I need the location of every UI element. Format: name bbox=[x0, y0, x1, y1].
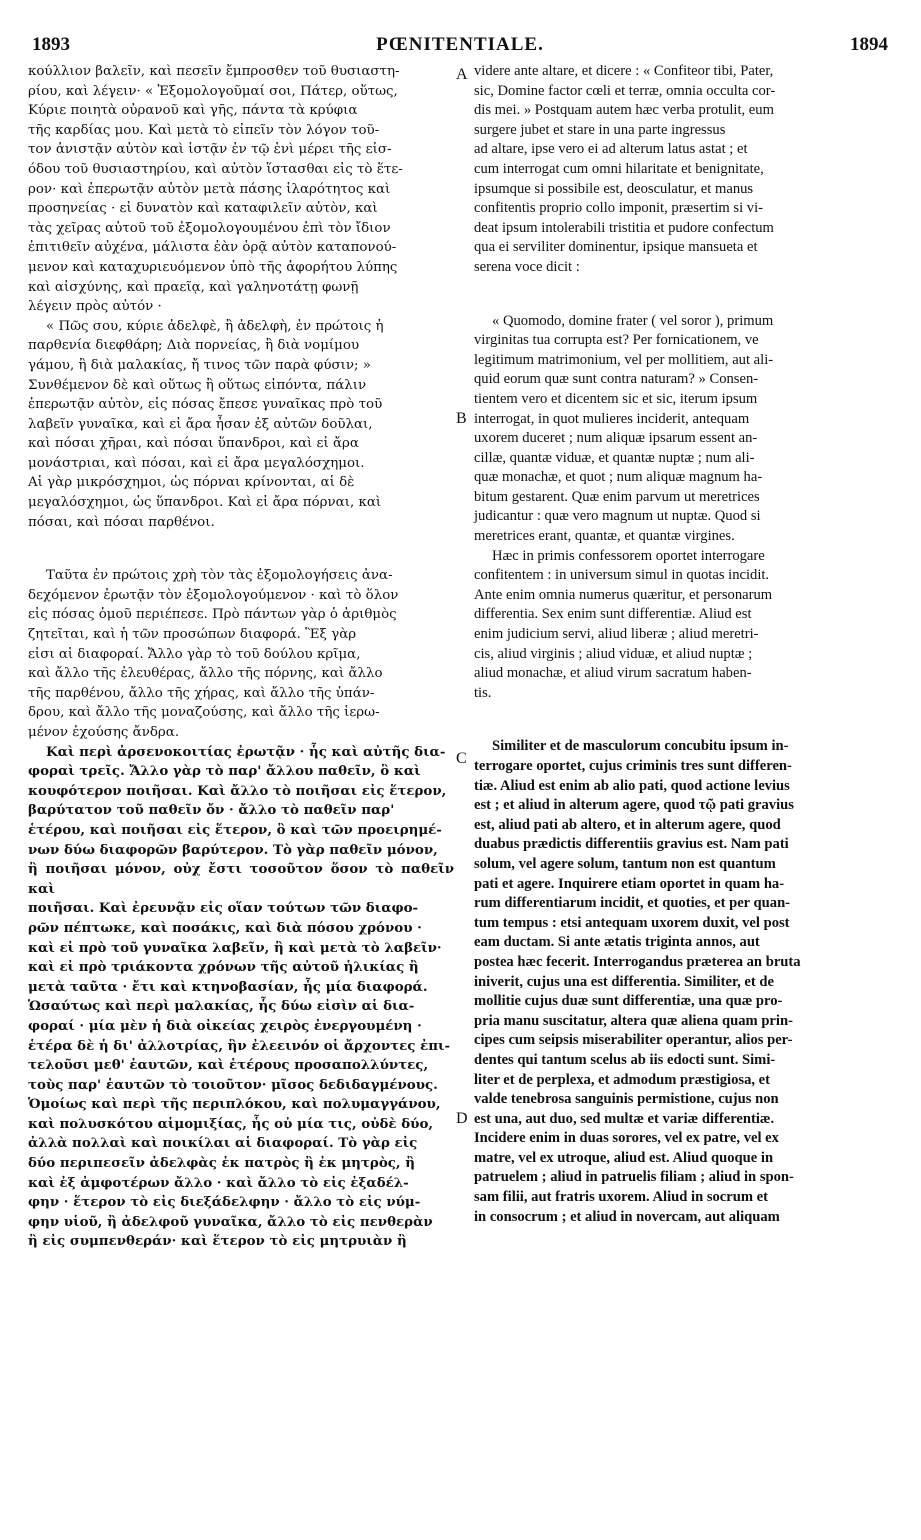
latin-paragraph-3: Hæc in primis confessorem oportet interrogare confitentem : in universum simul in quotas incidit. Ante enim omnia numerus quæritur, et personarum differentia. Sex enim sunt differentiæ. Aliud est enim judicium servi, aliud liberæ ; aliud meretri- cis, aliud virginis ; aliud viduæ, et aliud nuptæ ; aliud monachæ, et aliud virum sacratum haben- tis. bbox=[474, 547, 773, 701]
latin-paragraph-1: videre ante altare, et dicere : « Confiteor tibi, Pater, sic, Domine factor cœli et terræ, omnia occulta cor- dis mei. » Postquam autem hæc verba protulit, eum surgere jubet et stare in una parte ingressus ad altare, ipse vero ei ad alterum latus astat ; et cum interrogat cum omni hilaritate et benignitate, ipsumque si possibile est, deosculatur, et manus confitentis proprio collo imponit, præsertim si vi- deat ipsum intolerabili tristitia et pudore confectum qua ei serviliter dominentur, ipsique mansueta et serena voce dicit : bbox=[474, 63, 776, 275]
latin-column bbox=[474, 62, 884, 1227]
greek-paragraph-1: κούλλιον βαλεῖν, καὶ πεσεῖν ἔμπροσθεν τοῦ θυσιαστη- ρίου, καὶ λέγειν· « Ἐξομολογοῦμαί σοι, Πάτερ, οὕτως, Κύριε ποιητὰ οὐρανοῦ καὶ γῆς, πάντα τὰ κρύφια τῆς καρδίας μου. Καὶ μετὰ τὸ εἰπεῖν τὸν λόγον τοῦ- τον ἀνιστᾷν αὐτὸν καὶ ἱστᾷν ἐν τῷ ἑνὶ μέρει τῆς εἰσ- όδου τοῦ θυσιαστηρίου, καὶ αὐτὸν ἵστασθαι εἰς τὸ ἕτε- ρον· καὶ ἐπερωτᾷν αὐτὸν μετὰ πάσης ἱλαρότητος καὶ προσηνείας · εἰ δυνατὸν καὶ καταφιλεῖν αὐτὸν, καὶ τὰς χεῖρας αὐτοῦ τοῦ ἐξομολογουμένου ἐπὶ τὸν ἴδιον ἐπιτιθεῖν αὐχένα, μάλιστα ἐὰν ὁρᾷ αὐτὸν καταπονού- μενον καὶ καταχυριευόμενον ὑπὸ τῆς ἀφορήτου λύπης καὶ αἰσχύνης, καὶ πραεῖᾳ, καὶ γαληνοτάτῃ φωνῇ λέγειν πρὸς αὐτόν · bbox=[28, 64, 403, 315]
latin-paragraph-4: Similiter et de masculorum concubitu ipsum in- terrogare oportet, cujus criminis tres sunt differen- tiæ. Aliud est enim ab alio pati, quod actione levius est ; et aliud in alterum agere, quod τῷ pati gravius est, aliud pati ab altero, et in alterum agere, quod duabus prædictis differentiis gravius est. Nam pati solum, vel agere solum, tantum non est quantum pati et agere. Inquirere etiam oportet in quam ha- rum differentiarum incidit, et quoties, et per quan- tum tempus : etsi antequam uxorem duxit, vel post eam ductam. Si ante ætatis triginta annos, aut postea hæc fecerit. Interrogandus præterea an bruta iniverit, cujus una est differentia. Similiter, et de mollitie cujus duæ sunt differentiæ, una quæ pro- pria manu suscitatur, altera quæ aliena quam prin- cipes cum seipsis miserabiliter operantur, alios per- dentes qui tantum scelus ab iis edocti sunt. Simi- liter et de perplexa, et admodum præstigiosa, et valde tenebrosa sanguinis permistione, cujus non est una, aut duo, sed multæ et variæ differentiæ. Incidere enim in duas sorores, vel ex patre, vel ex matre, vel ex utroque, aliud est. Aliud quoque in patruelem ; aliud in patruelis filiam ; aliud in spon- sam filii, aut fratris uxorem. Aliud in socrum et in consocrum ; et aliud in novercam, aut aliquam bbox=[474, 738, 801, 1225]
running-title: PŒNITENTIALE. bbox=[376, 34, 544, 55]
greek-column bbox=[28, 62, 454, 1252]
greek-spacer bbox=[28, 532, 454, 566]
running-header bbox=[32, 34, 888, 56]
margin-marker-c: C bbox=[456, 750, 467, 767]
greek-paragraph-4: Καὶ περὶ ἀρσενοκοιτίας ἐρωτᾷν · ἧς καὶ αὐτῆς δια- φοραὶ τρεῖς. Ἄλλο γὰρ τὸ παρ' ἄλλου παθεῖν, ὃ καὶ κουφότερον ποιῆσαι. Καὶ ἄλλο τὸ ποιῆσαι εἰς ἕτερον, βαρύτατον τοῦ παθεῖν ὄν · ἄλλο τὸ παθεῖν παρ' ἑτέρου, καὶ ποιῆσαι εἰς ἕτερον, ὃ καὶ τῶν προειρημέ- νων δύω διαφορῶν βαρύτερον. Τὸ γὰρ παθεῖν μόνον, ἢ ποιῆσαι μόνον, οὐχ ἔστι τοσοῦτον ὅσον τὸ παθεῖν καὶ ποιῆσαι. Καὶ ἐρευνᾷν εἰς οἵαν τούτων τῶν διαφο- ρῶν πέπτωκε, καὶ ποσάκις, καὶ διὰ πόσου χρόνου · καὶ εἰ πρὸ τοῦ γυναῖκα λαβεῖν, ἢ καὶ μετὰ τὸ λαβεῖν· καὶ εἰ πρὸ τριάκοντα χρόνων τῆς αὐτοῦ ἡλικίας ἢ μετὰ ταῦτα · ἔτι καὶ κτηνοβασίαν, ἧς μία διαφορά. Ὡσαύτως καὶ περὶ μαλακίας, ἧς δύω εἰσὶν αἱ δια- φοραί · μία μὲν ἡ διὰ οἰκείας χειρὸς ἐνεργουμένη · ἑτέρα δὲ ἡ δι' ἀλλοτρίας, ἣν ἐλεεινόν οἱ ἄρχοντες ἐπι- τελοῦσι μεθ' ἑαυτῶν, καὶ ἑτέρους προσαπολλύντες, τοὺς παρ' ἑαυτῶν τὸ τοιοῦτον· μῖσος δεδιδαγμένους. Ὁμοίως καὶ περὶ τῆς περιπλόκου, καὶ πολυμαγγάνου, καὶ πολυσκότου αἱμομιξίας, ἧς οὐ μία τις, οὐδὲ δύο, ἀλλὰ πολλαὶ καὶ ποικίλαι αἱ διαφοραί. Τὸ γὰρ εἰς δύο περιπεσεῖν ἀδελφὰς ἐκ πατρὸς ἢ ἐκ μητρὸς, ἢ καὶ ἐξ ἀμφοτέρων ἄλλο · καὶ ἄλλο τὸ εἰς ἐξαδέλ- φην · ἕτερον τὸ εἰς διεξάδελφην · ἄλλο τὸ εἰς νύμ- φην υἱοῦ, ἢ ἀδελφοῦ γυναῖκα, ἄλλο τὸ εἰς πενθερὰν ἢ εἰς συμπενθεράν· καὶ ἕτερον τὸ εἰς μητρυιὰν ἢ bbox=[28, 743, 454, 1250]
latin-paragraph-2: « Quomodo, domine frater ( vel soror ), primum virginitas tua corrupta est? Per fornicationem, ve legitimum matrimonium, vel per mollitiem, aut ali- quid eorum quæ sunt contra naturam? » Consen- tientem vero et dicentem sic et sic, iterum ipsum interrogat, in quot mulieres inciderit, antequam uxorem duceret ; num aliquæ ipsarum essent an- cillæ, quantæ viduæ, et quantæ nuptæ ; num ali- quæ monachæ, et quot ; num aliquæ magnum ha- bitum gestarent. Quæ enim parvum ut meretrices judicantur : quæ vero magnum ut nuptæ. Quod si meretrices erant, quantæ, et quantæ virgines. bbox=[474, 312, 774, 545]
margin-marker-d: D bbox=[456, 1110, 468, 1127]
latin-spacer-2 bbox=[474, 703, 884, 737]
greek-paragraph-2: « Πῶς σου, κύριε ἀδελφὲ, ἢ ἀδελφὴ, ἐν πρώτοις ἡ παρθενία διεφθάρη; Διὰ πορνείας, ἢ διὰ νομίμου γάμου, ἢ διὰ μαλακίας, ἤ τινος τῶν παρὰ φύσιν; » Συνθέμενον δὲ καὶ οὕτως ἢ οὕτως εἰπόντα, πάλιν ἐπερωτᾷν αὐτὸν, εἰς πόσας ἔπεσε γυναῖκας πρὸ τοῦ λαβεῖν γυναῖκα, καὶ εἰ ἄρα ἦσαν ἐξ αὐτῶν δοῦλαι, καὶ πόσαι χῆραι, καὶ πόσαι ὕπανδροι, καὶ εἰ ἄρα μονάστριαι, καὶ πόσαι, καὶ εἰ ἄρα μεγαλόσχημοι. Αἱ γὰρ μικρόσχημοι, ὡς πόρναι κρίνονται, αἱ δὲ μεγαλόσχημοι, ὡς ὕπανδροι. Καὶ εἰ ἄρα πόρναι, καὶ πόσαι, καὶ πόσαι παρθένοι. bbox=[28, 318, 384, 530]
left-page-number: 1893 bbox=[32, 34, 70, 55]
greek-paragraph-3: Ταῦτα ἐν πρώτοις χρὴ τὸν τὰς ἐξομολογήσεις ἀνα- δεχόμενον ἐρωτᾷν τὸν ἐξομολογούμενον · καὶ τὸ ὅλον εἰς πόσας ὁμοῦ περιέπεσε. Πρὸ πάντων γὰρ ὁ ἀριθμὸς ζητεῖται, καὶ ἡ τῶν προσώπων διαφορά. Ἓξ γὰρ εἰσι αἱ διαφοραί. Ἄλλο γὰρ τὸ τοῦ δούλου κρῖμα, καὶ ἄλλο τῆς ἐλευθέρας, ἄλλο τῆς πόρνης, καὶ ἄλλο τῆς παρθένου, ἄλλο τῆς χήρας, καὶ ἄλλο τῆς ὑπάν- δρου, καὶ ἄλλο τῆς μοναζούσης, καὶ ἄλλο τῆς ἱερω- μένον ἐχούσης ἄνδρα. bbox=[28, 568, 399, 740]
margin-marker-a: A bbox=[456, 66, 468, 83]
margin-marker-b: B bbox=[456, 410, 467, 427]
latin-spacer bbox=[474, 278, 884, 312]
right-page-number: 1894 bbox=[850, 34, 888, 55]
